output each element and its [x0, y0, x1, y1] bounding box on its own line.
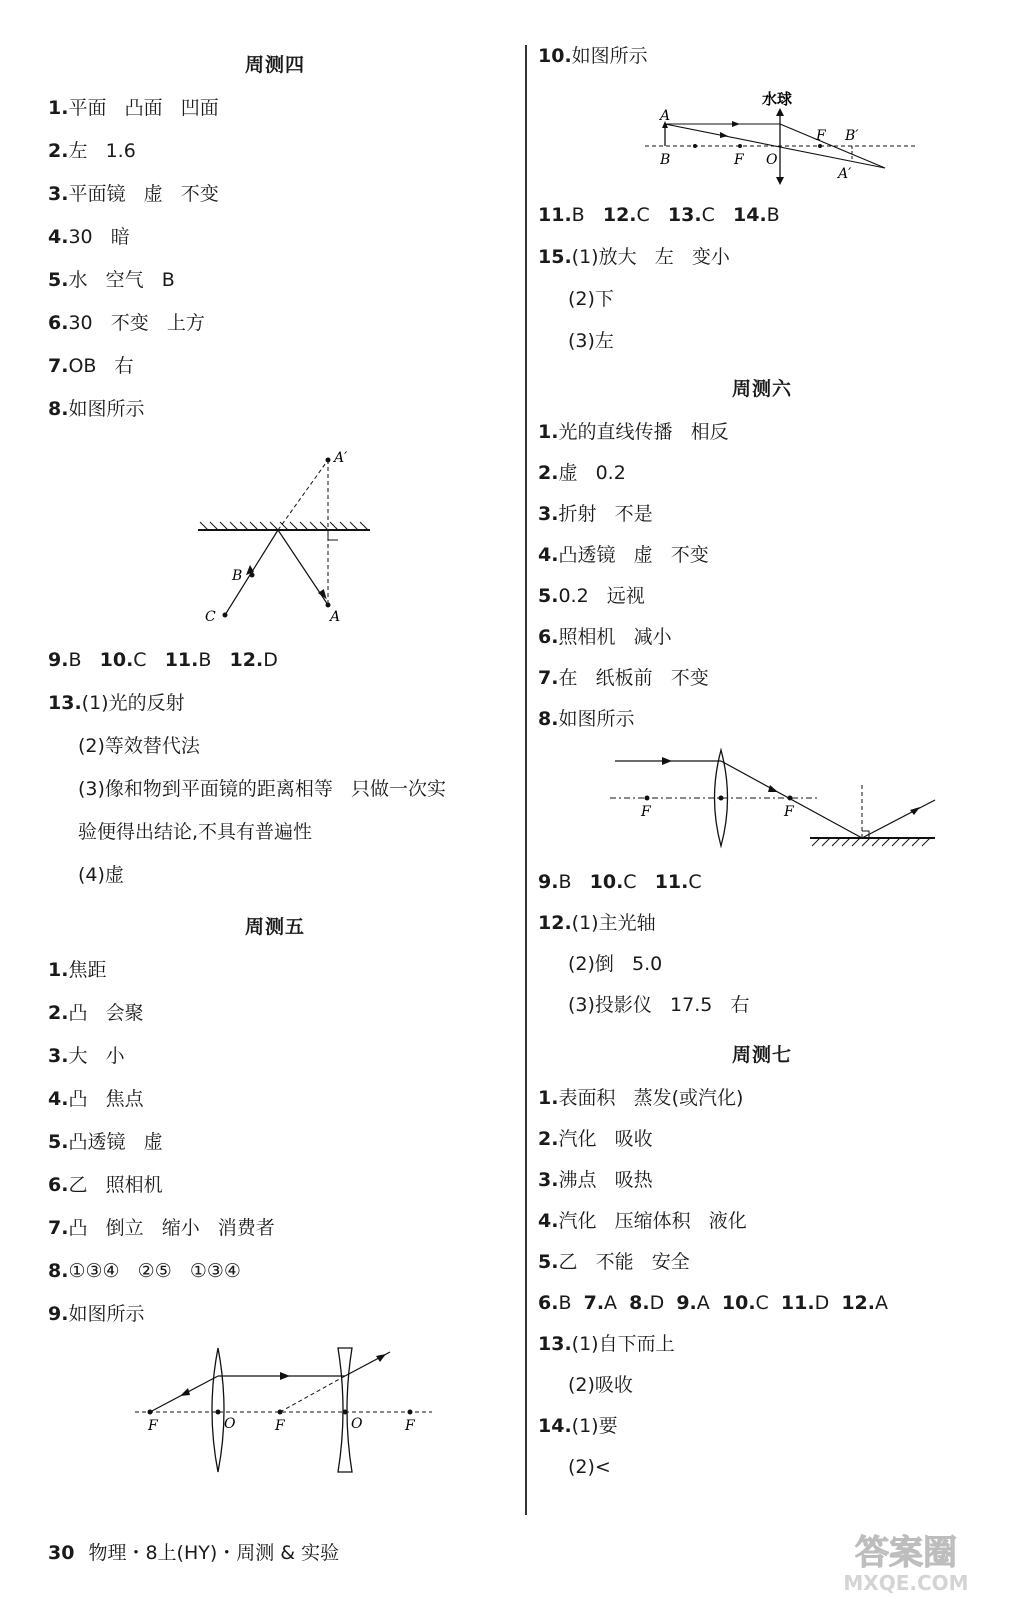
answer-line: 1.平面 凸面 凹面 — [48, 97, 219, 119]
answer-line: 7.在 纸板前 不变 — [538, 667, 709, 689]
answer-subline: (2)等效替代法 — [78, 735, 200, 757]
answer-line: 4.凸透镜 虚 不变 — [538, 544, 709, 566]
answer-line: 6.照相机 减小 — [538, 626, 672, 648]
answer-line: 8.如图所示 — [48, 398, 145, 420]
fig10-label-o: O — [766, 152, 778, 168]
answer-subline: (3)左 — [568, 330, 614, 352]
answer-line: 3.大 小 — [48, 1045, 125, 1067]
answer-line: 5.凸透镜 虚 — [48, 1131, 163, 1153]
answer-line: 6.30 不变 上方 — [48, 312, 205, 334]
answer-line: 2.汽化 吸收 — [538, 1128, 653, 1150]
water-ball-figure — [640, 88, 920, 188]
answer-line: 13.(1)光的反射 — [48, 692, 185, 714]
answer-line: 14.(1)要 — [538, 1415, 618, 1437]
answer-line: 4.30 暗 — [48, 226, 130, 248]
answer-line: 8.如图所示 — [538, 708, 635, 730]
answer-line: 1.光的直线传播 相反 — [538, 421, 729, 443]
answer-line: 7.凸 倒立 缩小 消费者 — [48, 1217, 275, 1239]
answer-line: 4.汽化 压缩体积 液化 — [538, 1210, 747, 1232]
fig8b-label-f2: F — [784, 804, 794, 820]
watermark-text-top: 答案圈 — [855, 1533, 957, 1573]
fig10-label-f2: F — [816, 128, 826, 144]
section-heading-week5: 周测五 — [245, 916, 306, 938]
answer-line: 3.折射 不是 — [538, 503, 653, 525]
answer-line: 5.水 空气 B — [48, 269, 175, 291]
fig10-label-a-prime: A′ — [838, 166, 852, 182]
fig10-title: 水球 — [762, 90, 793, 108]
answer-line: 2.凸 会聚 — [48, 1002, 144, 1024]
answer-line: 2.左 1.6 — [48, 140, 136, 162]
answer-line-mc: 6.B 7.A 8.D 9.A 10.C 11.D 12.A — [538, 1292, 888, 1314]
answer-line-mc: 9.B 10.C 11.C — [538, 871, 702, 893]
answer-line: 15.(1)放大 左 变小 — [538, 246, 730, 268]
page-number: 30 — [48, 1542, 75, 1564]
fig10-label-b: B — [660, 152, 671, 168]
fig8-label-b: B — [232, 568, 243, 584]
answer-line-mc: 9.B 10.C 11.B 12.D — [48, 649, 278, 671]
fig9-label-f1: F — [148, 1418, 158, 1434]
answer-line: 1.表面积 蒸发(或汽化) — [538, 1087, 744, 1109]
fig8-label-a: A — [330, 609, 341, 625]
answer-line-mc: 11.B 12.C 13.C 14.B — [538, 204, 780, 226]
section-heading-week6: 周测六 — [732, 378, 793, 400]
answer-subline: (2)下 — [568, 288, 614, 310]
answer-line: 3.沸点 吸热 — [538, 1169, 653, 1191]
section-heading-week7: 周测七 — [732, 1044, 793, 1066]
answer-line: 10.如图所示 — [538, 45, 648, 67]
watermark-logo — [806, 1528, 1006, 1594]
answer-line: 1.焦距 — [48, 959, 107, 981]
fig8b-label-f1: F — [641, 804, 651, 820]
mirror-reflection-figure — [190, 440, 390, 630]
answer-line: 5.乙 不能 安全 — [538, 1251, 690, 1273]
book-title: 物理・8上(HY)・周测 & 实验 — [88, 1542, 340, 1564]
answer-line: 7.OB 右 — [48, 355, 134, 377]
answer-line: 13.(1)自下而上 — [538, 1333, 675, 1355]
page-footer — [48, 1538, 339, 1565]
fig8-label-c: C — [205, 609, 216, 625]
fig10-label-b-prime: B′ — [845, 128, 859, 144]
lens-combination-figure — [130, 1340, 440, 1480]
fig9-label-o2: O — [351, 1416, 363, 1432]
answer-line: 4.凸 焦点 — [48, 1088, 144, 1110]
answer-line: 2.虚 0.2 — [538, 462, 626, 484]
answer-subline: (2)倒 5.0 — [568, 953, 663, 975]
answer-line: 3.平面镜 虚 不变 — [48, 183, 219, 205]
fig10-label-f1: F — [734, 152, 744, 168]
fig9-label-f2: F — [275, 1418, 285, 1434]
answer-subline: (3)投影仪 17.5 右 — [568, 994, 750, 1016]
fig9-label-f3: F — [405, 1418, 415, 1434]
column-divider — [525, 45, 527, 1515]
answer-subline: (4)虚 — [78, 864, 124, 886]
section-heading-week4: 周测四 — [245, 54, 306, 76]
answer-line: 5.0.2 远视 — [538, 585, 645, 607]
answer-line: 12.(1)主光轴 — [538, 912, 656, 934]
answer-subline: (3)像和物到平面镜的距离相等 只做一次实 — [78, 778, 447, 800]
fig10-label-a: A — [660, 108, 671, 124]
fig8-label-a-prime: A′ — [334, 450, 348, 466]
answer-line: 8.①③④ ②⑤ ①③④ — [48, 1260, 241, 1282]
lens-mirror-figure — [610, 745, 950, 855]
fig9-label-o1: O — [224, 1416, 236, 1432]
answer-subline: (2)< — [568, 1456, 611, 1478]
answer-subline: (2)吸收 — [568, 1374, 633, 1396]
answer-line: 6.乙 照相机 — [48, 1174, 163, 1196]
watermark-text-bottom: MXQE.COM — [843, 1571, 969, 1594]
answer-line: 9.如图所示 — [48, 1303, 145, 1325]
answer-subline: 验便得出结论,不具有普遍性 — [78, 821, 313, 843]
